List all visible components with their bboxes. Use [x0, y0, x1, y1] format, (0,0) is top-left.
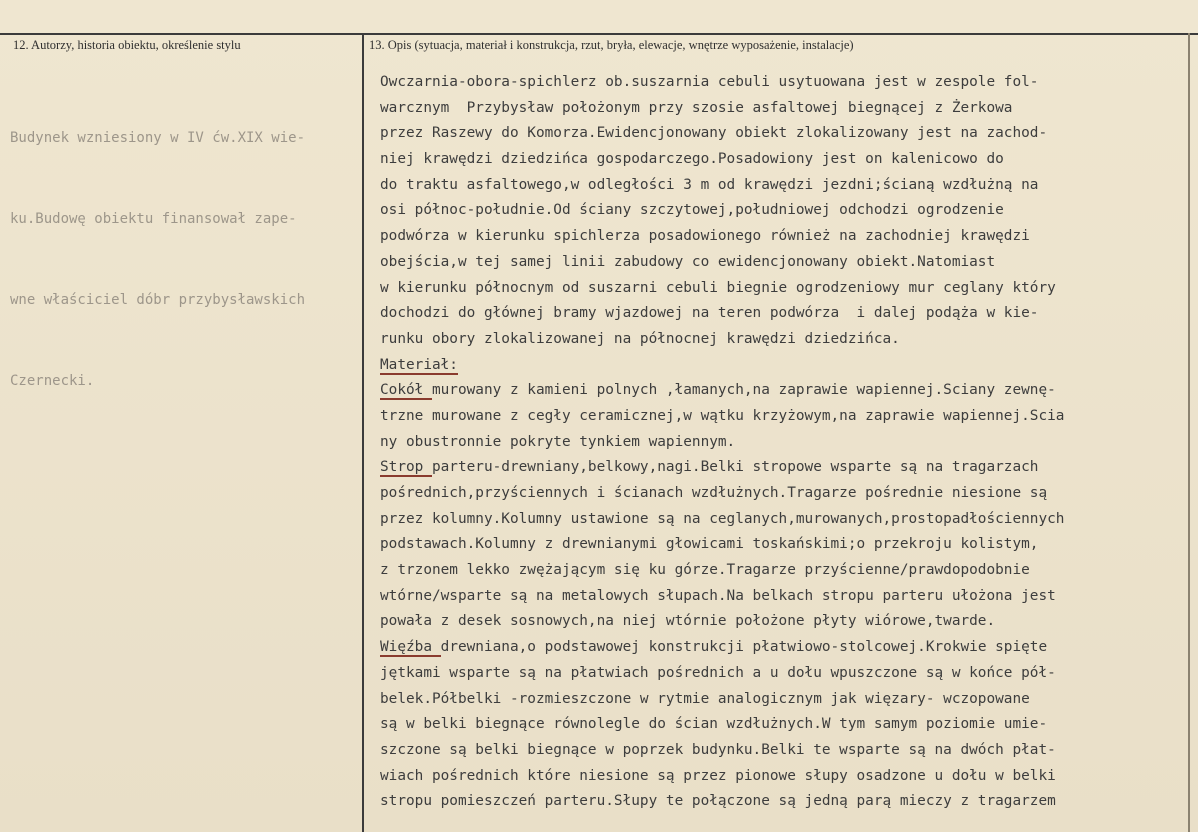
- description-line: [380, 584, 1180, 610]
- history-line: ku.Budowę obiektu finansował zape-: [10, 211, 297, 227]
- description-line-text: wiach pośrednich które niesione są przez pionowe słupy osadzone u dołu w belki: [380, 767, 1056, 784]
- description-line: [380, 353, 1180, 379]
- description-line: [380, 250, 1180, 276]
- description-line-text: wtórne/wsparte są na metalowych słupach.Na belkach stropu parteru ułożona jest: [380, 587, 1056, 604]
- description-line: [380, 789, 1180, 815]
- description-line-text: przez kolumny.Kolumny ustawione są na ceglanych,murowanych,prostopadłościennych: [380, 510, 1065, 527]
- description-line: [380, 687, 1180, 713]
- description-line: [380, 276, 1180, 302]
- description-line-text: do traktu asfaltowego,w odległości 3 m od krawędzi jezdni;ścianą wzdłużną na: [380, 176, 1039, 193]
- description-line-text: niej krawędzi dziedzińca gospodarczego.Posadowiony jest on kalenicowo do: [380, 151, 1004, 168]
- description-line: [380, 198, 1180, 224]
- description-line-text: przez Raszewy do Komorza.Ewidencjonowany obiekt zlokalizowany jest na zachod-: [380, 125, 1048, 142]
- description-line-text: są w belki biegnące równolegle do ścian wzdłużnych.W tym samym poziomie umie-: [380, 716, 1048, 733]
- description-line: [380, 635, 1180, 661]
- description-line-text: stropu pomieszczeń parteru.Słupy te połączone są jedną parą mieczy z tragarzem: [380, 793, 1056, 810]
- description-text: [380, 70, 1180, 815]
- description-line-text: dochodzi do głównej bramy wjazdowej na teren podwórza i dalej podąża w kie-: [380, 305, 1039, 322]
- description-line-text: osi północ-południe.Od ściany szczytowej,południowej odchodzi ogrodzenie: [380, 202, 1004, 219]
- top-rule: [0, 33, 1198, 35]
- description-line-text: trzne murowane z cegły ceramicznej,w wątku krzyżowym,na zaprawie wapiennej.Scia: [380, 407, 1065, 424]
- underlined-heading: Cokół: [380, 382, 432, 399]
- description-line: [380, 609, 1180, 635]
- description-line-text: powała z desek sosnowych,na niej wtórnie położone płyty wiórowe,twarde.: [380, 613, 996, 630]
- description-line-text: z trzonem lekko zwężającym się ku górze.Tragarze przyścienne/prawdopodobnie: [380, 562, 1030, 579]
- underlined-heading: Materiał:: [380, 356, 458, 373]
- description-line: [380, 455, 1180, 481]
- description-line: [380, 224, 1180, 250]
- description-line: [380, 70, 1180, 96]
- description-line: [380, 301, 1180, 327]
- right-border: [1188, 33, 1190, 832]
- description-line: [380, 558, 1180, 584]
- history-line: Budynek wzniesiony w IV ćw.XIX wie-: [10, 130, 306, 146]
- description-line-text: w kierunku północnym od suszarni cebuli biegnie ogrodzeniowy mur ceglany który: [380, 279, 1056, 296]
- description-line-text: Owczarnia-obora-spichlerz ob.suszarnia cebuli usytuowana jest w zespole fol-: [380, 74, 1039, 90]
- description-line-text: belek.Półbelki -rozmieszczone w rytmie analogicznym jak więzary- wczopowane: [380, 690, 1030, 707]
- description-line-text: podstawach.Kolumny z drewnianymi głowicami toskańskimi;o przekroju kolistym,: [380, 536, 1039, 553]
- description-line: [380, 121, 1180, 147]
- description-line: [380, 404, 1180, 430]
- description-line: [380, 327, 1180, 353]
- underlined-heading: Więźba: [380, 639, 441, 656]
- description-line-text: szczone są belki biegnące w poprzek budynku.Belki te wsparte są na dwóch płat-: [380, 741, 1056, 758]
- underlined-heading: Strop: [380, 459, 432, 476]
- description-line-text: jętkami wsparte są na płatwiach pośrednich a u dołu wpuszczone są w końce pół-: [380, 664, 1056, 681]
- column-divider: [362, 33, 364, 832]
- description-line: [380, 712, 1180, 738]
- description-line-text: podwórza w kierunku spichlerza posadowionego również na zachodniej krawędzi: [380, 228, 1030, 245]
- description-line: [380, 507, 1180, 533]
- description-line-text: parteru-drewniany,belkowy,nagi.Belki stropowe wsparte są na tragarzach: [431, 459, 1039, 476]
- description-line: [380, 173, 1180, 199]
- description-line: [380, 532, 1180, 558]
- description-line-text: runku obory zlokalizowanej na północnej krawędzi dziedzińca.: [380, 330, 900, 347]
- description-line: [380, 378, 1180, 404]
- description-line: [380, 147, 1180, 173]
- history-line: wne właściciel dóbr przybysławskich: [10, 292, 306, 308]
- description-line-text: pośrednich,przyściennych i ścianach wzdłużnych.Tragarze pośrednie niesione są: [380, 485, 1048, 501]
- section-13-header: 13. Opis (sytuacja, materiał i konstrukcja, rzut, bryła, elewacje, wnętrze wyposażenie, instalacje): [369, 38, 854, 52]
- history-line: Czernecki.: [10, 373, 95, 389]
- description-line: [380, 661, 1180, 687]
- description-line-text: warcznym Przybysław położonym przy szosie asfaltowej biegnącej z Żerkowa: [380, 99, 1013, 116]
- description-line-text: drewniana,o podstawowej konstrukcji płatwiowo-stolcowej.Krokwie spięte: [440, 639, 1048, 656]
- description-line: [380, 764, 1180, 790]
- section-12-header: 12. Autorzy, historia obiektu, określenie stylu: [13, 38, 241, 52]
- description-line-text: obejścia,w tej samej linii zabudowy co ewidencjonowany obiekt.Natomiast: [380, 253, 996, 270]
- history-text: [10, 71, 360, 449]
- description-line: [380, 481, 1180, 507]
- description-line: [380, 738, 1180, 764]
- description-line-text: murowany z kamieni polnych ,łamanych,na zaprawie wapiennej.Sciany zewnę-: [431, 382, 1056, 399]
- description-line: [380, 96, 1180, 122]
- description-line-text: ny obustronnie pokryte tynkiem wapiennym.: [380, 433, 736, 450]
- description-line: [380, 430, 1180, 456]
